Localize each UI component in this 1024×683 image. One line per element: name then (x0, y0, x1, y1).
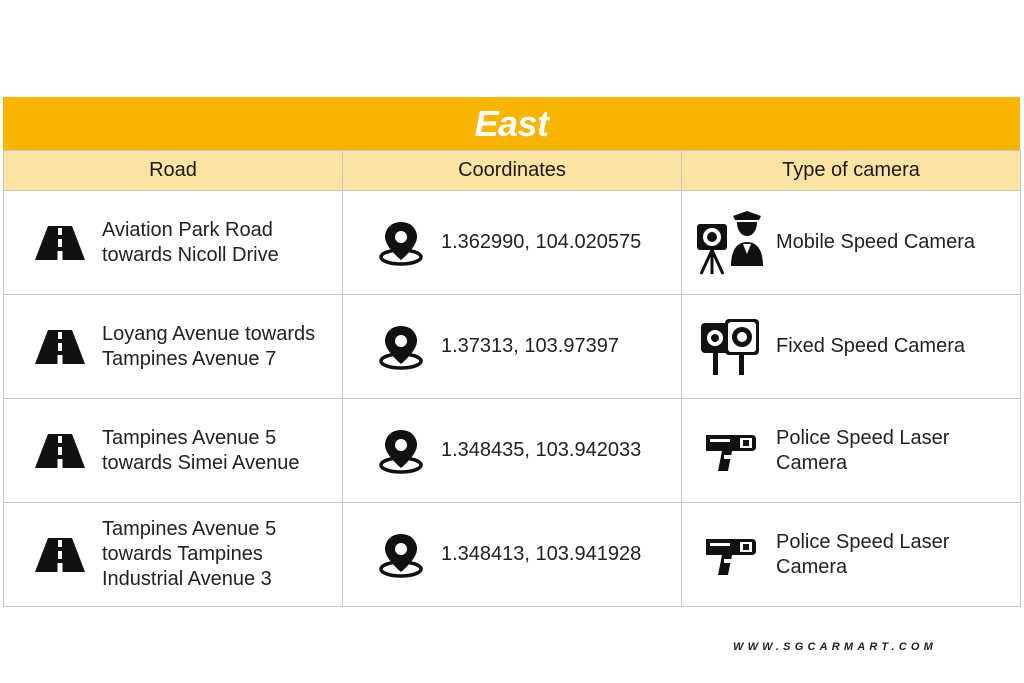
camera-type: Police Speed Laser Camera (776, 426, 950, 474)
column-header-road: Road (4, 151, 343, 191)
coordinates-cell (343, 191, 682, 295)
camera-type: Mobile Speed Camera (776, 231, 975, 253)
coordinates-cell (343, 295, 682, 399)
table-row (4, 191, 1021, 295)
coordinates-value: 1.348435, 103.942033 (441, 439, 642, 461)
coordinates-cell (343, 503, 682, 607)
road-name: Tampines Avenue 5 towards Simei Avenue (102, 426, 300, 474)
column-header-coordinates: Coordinates (343, 151, 682, 191)
location-pin-icon (377, 427, 425, 475)
road-cell (4, 191, 343, 295)
road-name: Aviation Park Road towards Nicoll Drive (102, 218, 279, 266)
road-cell (4, 399, 343, 503)
location-pin-icon (377, 323, 425, 371)
table-row (4, 399, 1021, 503)
mobile-speed-camera-icon (694, 208, 766, 278)
coordinates-value: 1.37313, 103.97397 (441, 335, 619, 357)
region-title: East (474, 102, 549, 144)
camera-type: Fixed Speed Camera (776, 335, 965, 357)
coordinates-value: 1.362990, 104.020575 (441, 231, 642, 253)
column-header-camera-type: Type of camera (682, 151, 1021, 191)
road-icon (32, 223, 88, 263)
laser-gun-icon (694, 416, 766, 486)
road-icon (32, 431, 88, 471)
road-name: Loyang Avenue towards Tampines Avenue 7 (102, 322, 316, 370)
location-pin-icon (377, 219, 425, 267)
laser-gun-icon (694, 520, 766, 590)
camera-type-cell (682, 295, 1021, 399)
road-cell (4, 503, 343, 607)
camera-locations-table (3, 150, 1021, 607)
coordinates-cell (343, 399, 682, 503)
coordinates-value: 1.348413, 103.941928 (441, 543, 642, 565)
camera-type-cell (682, 503, 1021, 607)
fixed-speed-camera-icon (694, 312, 766, 382)
camera-type-cell (682, 399, 1021, 503)
road-icon (32, 327, 88, 367)
location-pin-icon (377, 531, 425, 579)
camera-type-cell (682, 191, 1021, 295)
table-row (4, 503, 1021, 607)
camera-type: Police Speed Laser Camera (776, 530, 950, 578)
speed-camera-table (3, 97, 1020, 607)
table-header-row (4, 151, 1021, 191)
table-row (4, 295, 1021, 399)
road-name: Tampines Avenue 5 towards Tampines Industrial Avenue 3 (102, 518, 277, 590)
road-cell (4, 295, 343, 399)
road-icon (32, 535, 88, 575)
region-title-bar (3, 97, 1020, 150)
site-watermark: WWW.SGCARMART.COM (733, 641, 937, 653)
